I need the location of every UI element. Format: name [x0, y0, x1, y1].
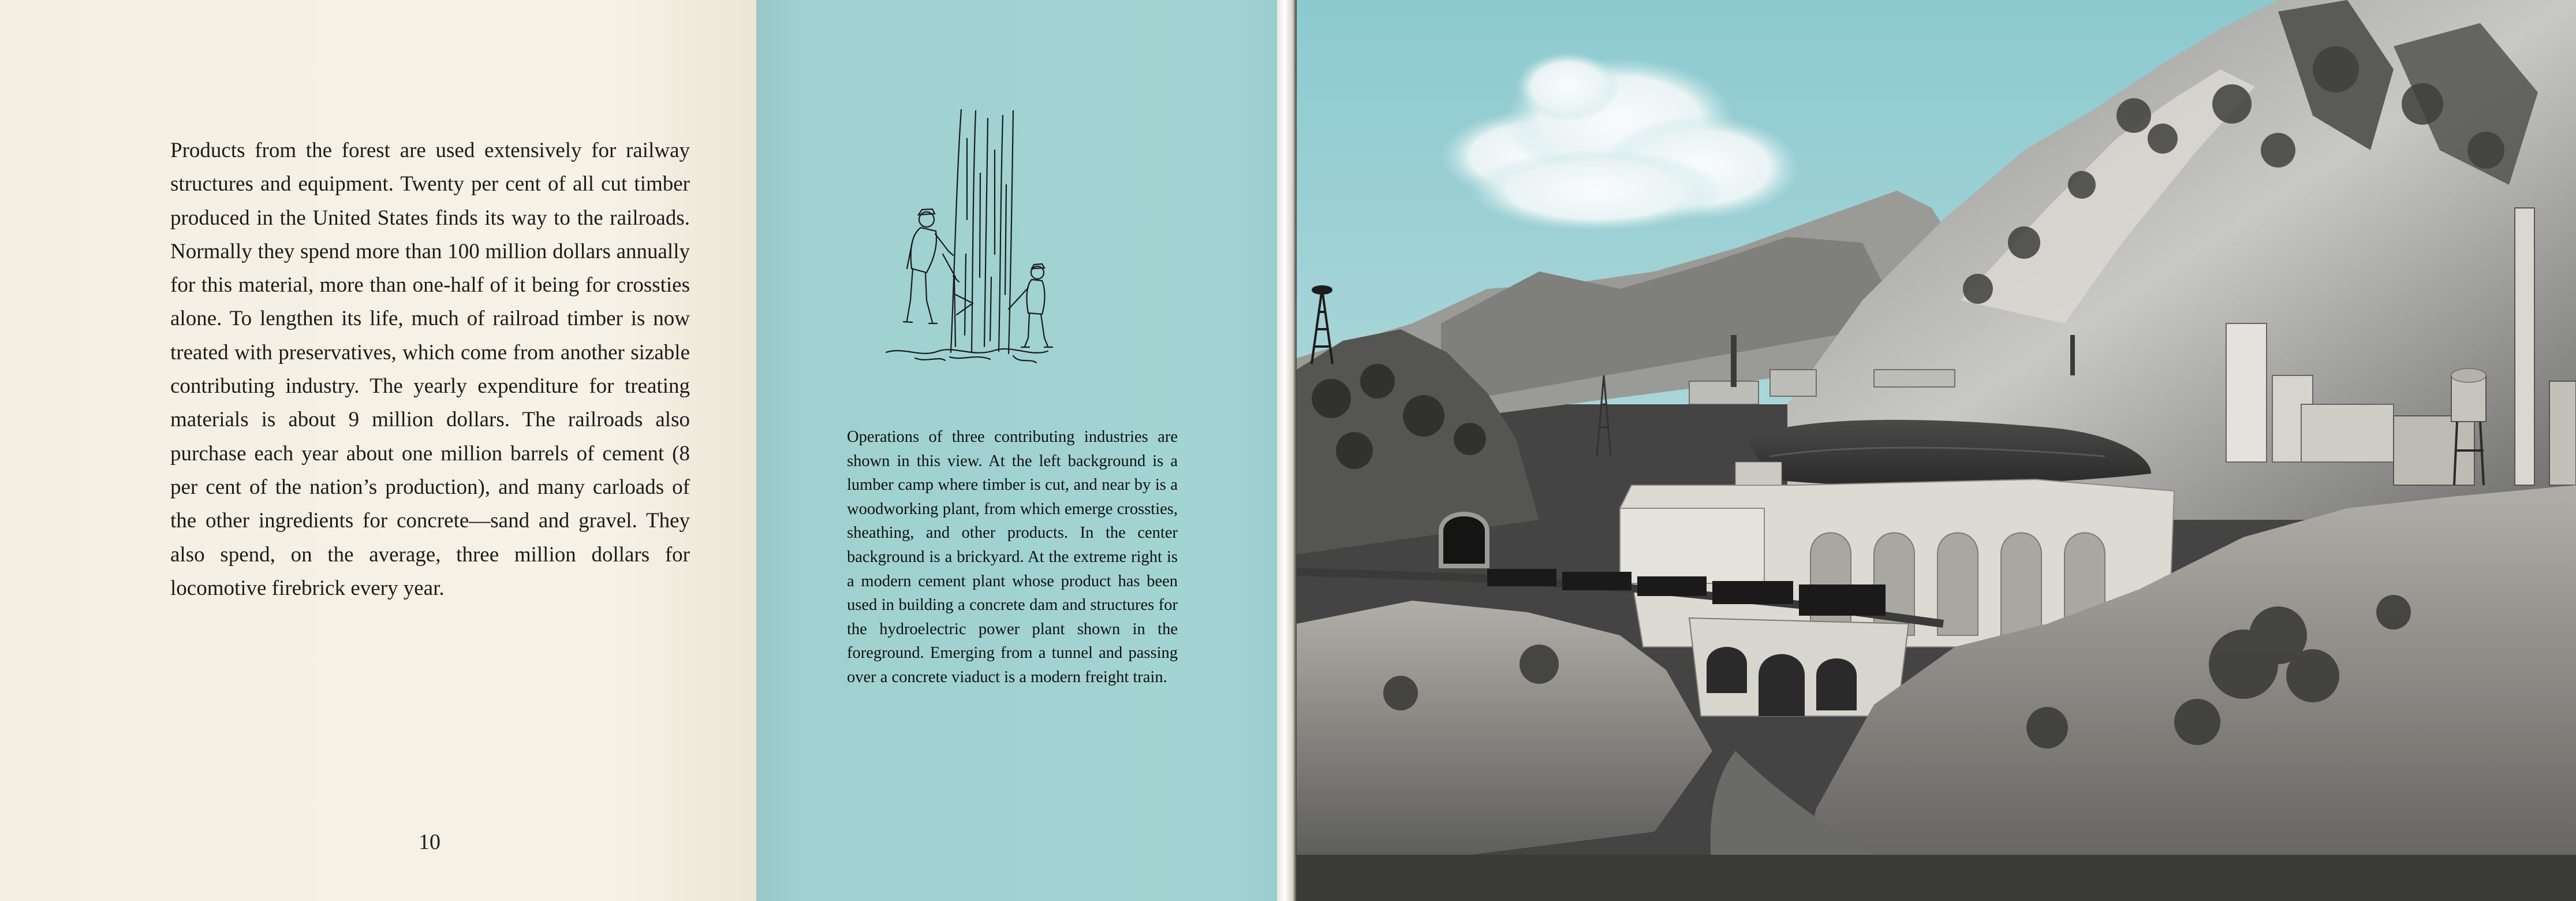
left-page: [0, 0, 756, 901]
book-gutter: [1277, 0, 1297, 901]
tunnel: [1441, 514, 1487, 566]
diorama-photo: [1297, 0, 2576, 901]
diorama-scene: [1297, 0, 2576, 901]
middle-page: [756, 0, 1277, 901]
illustration-caption: Operations of three contributing industries are shown in this view. At the left background is a lumber camp where timber is cut, and near by is a woodworking plant, from which emerge crossties, sheathing, and other products. In the center background is a brickyard. At the extreme right is a modern cement plant whose product has been used in building a concrete dam and structures for the hydroelectric power plant shown in the foreground. Emerging from a tunnel and passing over a concrete viaduct is a modern freight train.: [847, 428, 1178, 686]
concrete-viaduct: [1689, 618, 1909, 716]
body-paragraph: Products from the forest are used extensively for railway structures and equipment. Twenty per cent of all cut timber produced in the United States finds its way to the railroads. Normally they spend more than 100 million dollars annually for this material, more than one-half of it being for crossties alone. To lengthen its life, much of railroad timber is now treated with preservatives, which come from another sizable contributing industry. The yearly expenditure for treating materials is about 9 million dollars. The railroads also purchase each year about one million barrels of cement (8 per cent of the nation’s production), and many carloads of the other ingredients for concrete—sand and gravel. They also spend, on the average, three million dollars for locomotive firebrick every year.: [170, 139, 690, 600]
cement-chimney: [2515, 208, 2534, 485]
page-number: 10: [419, 830, 440, 854]
lumberjack-illustration: [880, 104, 1054, 375]
